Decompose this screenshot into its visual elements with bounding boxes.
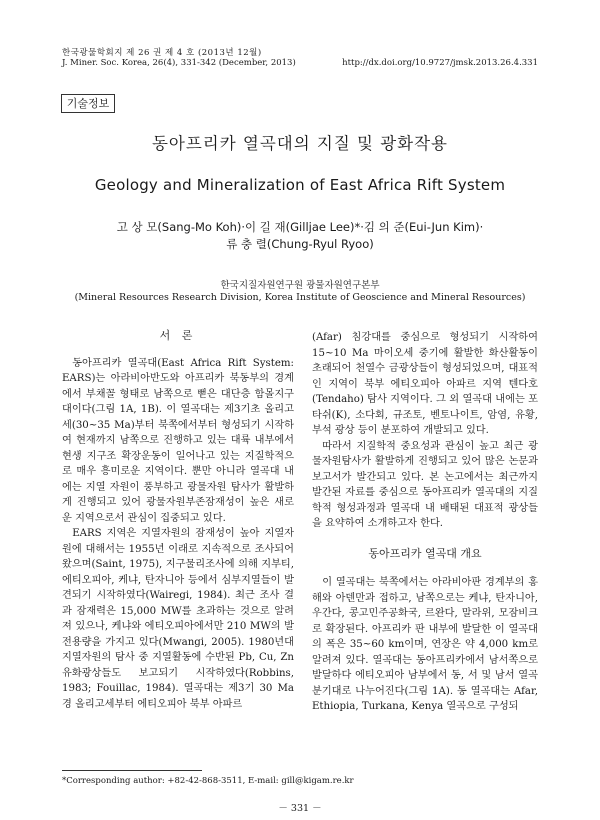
right-column <box>312 330 538 715</box>
body-paragraph: 동아프리카 열곡대(East Africa Rift System: EARS)는 아라비아반도와 아프리카 북동부의 경계에서 부채꼴 형태로 남쪽으로 뻗은 대단층 함몰지구대이다(그림 1A, 1B). 이 열곡대는 제3기초 올리고세(30~35 Ma)부터 북쪽에서부터 형성되기 시작하여 현재까지 남쪽으로 진행하고 있는 대륙 내부에서 현생 지구조 확장운동이 일어나고 있는 지질학적으로 매우 흥미로운 지역이다. 뿐만 아니라 열곡대 내에는 지열 자원이 풍부하고 광물자원 탐사가 활발하게 진행되고 있어 광물자원부존잠재성이 높은 새로운 지역으로서 관심이 집중되고 있다. <box>62 357 294 524</box>
body-paragraph: 이 열곡대는 북쪽에서는 아라비아판 경계부의 홍해와 아덴만과 접하고, 남쪽으로는 케냐, 탄자니아, 우간다, 콩고민주공화국, 르완다, 말라위, 모잠비크로 확장된다. 아프리카 판 내부에 발달한 이 열곡대의 폭은 35~60 km이며, 연장은 약 4,000 km로 알려져 있다. 열곡대는 동아프리카에서 남서쪽으로 발달하다 에티오피아 남부에서 동, 서 및 남서 열곡 분기대로 나누어진다(그림 1A). 동 열곡대는 Afar, Ethiopia, Turkana, Kenya 열곡으로 구성되 <box>312 577 538 712</box>
doi-link[interactable]: http://dx.doi.org/10.9727/jmsk.2013.26.4.331 <box>342 58 538 68</box>
journal-header-korean: 한국광물학회지 제 26 권 제 4 호 (2013년 12월) <box>62 48 262 58</box>
footnote-divider <box>62 770 202 771</box>
left-column <box>62 328 294 712</box>
title-korean: 동아프리카 열곡대의 지질 및 광화작용 <box>151 134 448 153</box>
corresponding-author-footnote: *Corresponding author: +82-42-868-3511, E-mail: gill@kigam.re.kr <box>62 776 354 786</box>
author-list <box>0 219 600 253</box>
author-line-1: 고 상 모(Sang-Mo Koh)·이 길 재(Gilljae Lee)*·김 의 준(Eui-Jun Kim)· <box>116 220 484 234</box>
affiliation-korean: 한국지질자원연구원 광물자원연구본부 <box>220 280 380 291</box>
affiliation-english: (Mineral Resources Research Division, Korea Institute of Geoscience and Mineral Resources) <box>74 292 526 303</box>
section-heading-introduction: 서 론 <box>159 329 197 342</box>
author-line-2: 류 충 렬(Chung-Ryul Ryoo) <box>226 237 374 251</box>
title-english: Geology and Mineralization of East Africa Rift System <box>94 176 506 194</box>
journal-header-english: J. Miner. Soc. Korea, 26(4), 331-342 (December, 2013) <box>62 58 296 68</box>
body-paragraph: 따라서 지질학적 중요성과 관심이 높고 최근 광물자원탐사가 활발하게 진행되고 있어 많은 논문과 보고서가 발간되고 있다. 본 논고에서는 최근까지 발간된 자료를 중심으로 동아프리카 열곡대의 지질학적 형성과정과 열곡대 내 배태된 대표적 광상들을 요약하여 소개하고자 한다. <box>312 440 538 529</box>
body-paragraph: EARS 지역은 지열자원의 잠재성이 높아 지열자원에 대해서는 1955년 이래로 지속적으로 조사되어 왔으며(Saint, 1975), 지구물리조사에 의해 지부티, 에티오피아, 케냐, 탄자니아 등에서 심부지열들이 발견되기 시작하였다(Wairegi, 1984). 최근 조사 결과 잠재력은 15,000 MW를 초과하는 것으로 알려져 있으나, 케냐와 에티오피아에서만 210 MW의 발전용량을 가지고 있다(Mwangi, 2005). 1980년대 지열자원의 탐사 중 지열활동에 수반된 Pb, Cu, Zn 유화광상들도 보고되기 시작하였다(Robbins, 1983; Fouillac, 1984). 열곡대는 제3기 30 Ma 경 올리고세부터 에티오피아 북부 아파르 <box>62 528 294 710</box>
section-heading-overview: 동아프리카 열곡대 개요 <box>368 546 482 560</box>
page-number: － 331 － <box>278 803 322 814</box>
body-paragraph: (Afar) 침강대를 중심으로 형성되기 시작하여 15~10 Ma 마이오세 중기에 활발한 화산활동이 초래되어 천열수 금광상들이 형성되었으며, 대표적인 지역이 북부 에티오피아 아파르 지역 텐다호(Tendaho) 탐사 지역이다. 그 외 열곡대 내에는 포타쉬(K), 소다회, 규조토, 벤토나이트, 암염, 유황, 부석 광상 등이 분포하여 개발되고 있다. <box>312 332 538 436</box>
article-category-tag: 기술정보 <box>61 94 115 113</box>
